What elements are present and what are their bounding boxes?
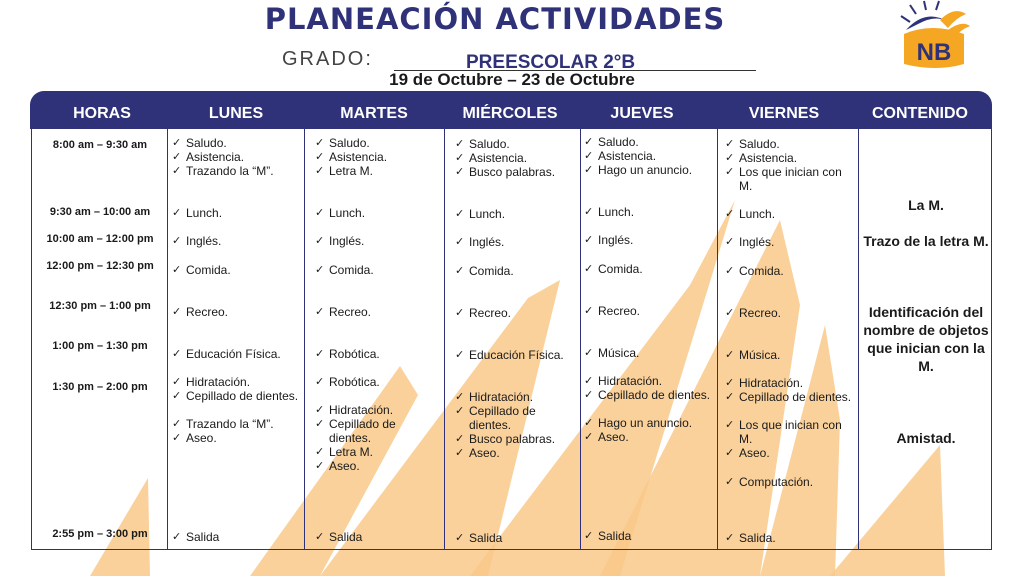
activity-item: ✓ Comida.	[315, 263, 374, 277]
activity-item: ✓ Saludo.	[725, 137, 780, 151]
activity-item: ✓ Aseo.	[315, 459, 360, 473]
activity-item: ✓ Saludo.	[455, 137, 510, 151]
activity-item: ✓ Cepillado de dientes.	[455, 404, 536, 432]
check-icon: ✓	[584, 431, 594, 443]
activity-item: ✓ Asistencia.	[172, 150, 245, 164]
activity-item: ✓ Robótica.	[315, 347, 380, 361]
check-icon: ✓	[725, 377, 735, 389]
activity-item: ✓ Cepillado de dientes.	[172, 389, 299, 403]
check-icon: ✓	[315, 404, 325, 416]
check-icon: ✓	[584, 530, 594, 542]
activity-item: ✓ Asistencia.	[725, 151, 798, 165]
activity-item: ✓ Asistencia.	[584, 149, 657, 163]
check-icon: ✓	[172, 137, 182, 149]
school-logo-icon	[896, 0, 972, 72]
activity-item: ✓ Aseo.	[725, 446, 770, 460]
check-icon: ✓	[455, 349, 465, 361]
activity-item: ✓ Comida.	[725, 264, 784, 278]
check-icon: ✓	[455, 447, 465, 459]
header-horas: HORAS	[73, 105, 131, 122]
column-divider	[444, 128, 445, 550]
activity-item: ✓ Salida	[315, 530, 363, 544]
check-icon: ✓	[584, 136, 594, 148]
column-divider	[717, 128, 718, 550]
check-icon: ✓	[315, 376, 325, 388]
hora-label: 9:30 am – 10:00 am	[49, 206, 151, 218]
activity-item: ✓ Inglés.	[584, 233, 634, 247]
header-miercoles: MIÉRCOLES	[462, 105, 558, 122]
activity-item: ✓ Hago un anuncio.	[584, 163, 693, 177]
check-icon: ✓	[725, 476, 735, 488]
activity-item: ✓ Robótica.	[315, 375, 380, 389]
date-range: 19 de Octubre – 23 de Octubre	[389, 70, 635, 89]
activity-item: ✓ Asistencia.	[315, 150, 388, 164]
check-icon: ✓	[725, 447, 735, 459]
check-icon: ✓	[455, 208, 465, 220]
activity-item: ✓ Busco palabras.	[455, 432, 556, 446]
check-icon: ✓	[725, 419, 735, 431]
hora-label: 10:00 am – 12:00 pm	[46, 233, 154, 245]
check-icon: ✓	[315, 235, 325, 247]
activity-item: ✓ Salida.	[725, 531, 776, 545]
activity-item: ✓ Hidratación.	[725, 376, 804, 390]
activity-item: ✓ Comida.	[172, 263, 231, 277]
activity-item: ✓ Saludo.	[584, 135, 639, 149]
check-icon: ✓	[455, 152, 465, 164]
column-divider	[858, 128, 859, 550]
check-icon: ✓	[172, 418, 182, 430]
check-icon: ✓	[315, 306, 325, 318]
activity-item: ✓ Comida.	[455, 264, 514, 278]
activity-item: ✓ Recreo.	[455, 306, 512, 320]
check-icon: ✓	[455, 433, 465, 445]
activity-item: ✓ Hidratación.	[455, 390, 534, 404]
check-icon: ✓	[584, 234, 594, 246]
activity-item: ✓ Aseo.	[172, 431, 217, 445]
activity-item: ✓ Lunch.	[725, 207, 776, 221]
activity-item: ✓ Recreo.	[315, 305, 372, 319]
check-icon: ✓	[725, 265, 735, 277]
check-icon: ✓	[584, 164, 594, 176]
activity-item: ✓ Educación Física.	[172, 347, 281, 361]
check-icon: ✓	[584, 375, 594, 387]
activity-item: ✓ Comida.	[584, 262, 643, 276]
activity-item: ✓ Letra M.	[315, 445, 374, 459]
contenido-item: Amistad.	[896, 430, 956, 446]
check-icon: ✓	[172, 235, 182, 247]
activity-item: ✓ Recreo.	[172, 305, 229, 319]
activity-item: ✓ Aseo.	[584, 430, 629, 444]
activity-item: ✓ Salida	[584, 529, 632, 543]
activity-item: ✓ Saludo.	[315, 136, 370, 150]
activity-item: ✓ Busco palabras.	[455, 165, 556, 179]
check-icon: ✓	[725, 532, 735, 544]
activity-item: ✓ Lunch.	[584, 205, 635, 219]
check-icon: ✓	[725, 166, 735, 178]
check-icon: ✓	[584, 206, 594, 218]
check-icon: ✓	[172, 151, 182, 163]
check-icon: ✓	[315, 418, 325, 430]
activity-item: ✓ Lunch.	[172, 206, 223, 220]
check-icon: ✓	[725, 138, 735, 150]
activity-item: ✓ Trazando la “M”.	[172, 164, 274, 178]
activity-item: ✓ Inglés.	[455, 235, 505, 249]
activity-item: ✓ Recreo.	[725, 306, 782, 320]
activity-item: ✓ Aseo.	[455, 446, 500, 460]
contenido-item: Identificación del nombre de objetos que inician con la M.	[863, 304, 989, 374]
activity-item: ✓ Hidratación.	[584, 374, 663, 388]
activity-item: ✓ Trazando la “M”.	[172, 417, 274, 431]
activity-item: ✓ Salida	[172, 530, 220, 544]
logo-text: NB	[916, 39, 952, 66]
activity-item: ✓ Inglés.	[315, 234, 365, 248]
check-icon: ✓	[584, 389, 594, 401]
header-martes: MARTES	[340, 105, 408, 122]
check-icon: ✓	[584, 417, 594, 429]
check-icon: ✓	[315, 137, 325, 149]
header-lunes: LUNES	[208, 105, 264, 122]
activity-item: ✓ Lunch.	[315, 206, 366, 220]
activity-item: ✓ Asistencia.	[455, 151, 528, 165]
column-divider	[580, 128, 581, 550]
contenido-item: Trazo de la letra M.	[863, 233, 989, 249]
hora-label: 12:30 pm – 1:00 pm	[49, 300, 151, 312]
check-icon: ✓	[172, 432, 182, 444]
activity-item: ✓ Cepillado de dientes.	[725, 390, 852, 404]
activity-item: ✓ Música.	[584, 346, 640, 360]
check-icon: ✓	[725, 208, 735, 220]
check-icon: ✓	[315, 446, 325, 458]
activity-item: ✓ Música.	[725, 348, 781, 362]
check-icon: ✓	[455, 236, 465, 248]
activity-item: ✓ Computación.	[725, 475, 814, 489]
activity-item: ✓ Los que inician con M.	[725, 165, 842, 193]
check-icon: ✓	[455, 307, 465, 319]
header-contenido: CONTENIDO	[872, 105, 968, 122]
hora-label: 1:00 pm – 1:30 pm	[52, 340, 148, 352]
check-icon: ✓	[455, 405, 465, 417]
check-icon: ✓	[725, 307, 735, 319]
check-icon: ✓	[315, 165, 325, 177]
activity-item: ✓ Salida	[455, 531, 503, 545]
check-icon: ✓	[725, 152, 735, 164]
column-divider	[304, 128, 305, 550]
check-icon: ✓	[725, 349, 735, 361]
check-icon: ✓	[315, 460, 325, 472]
activity-item: ✓ Saludo.	[172, 136, 227, 150]
grado-label: GRADO:	[282, 48, 373, 70]
check-icon: ✓	[455, 138, 465, 150]
check-icon: ✓	[455, 265, 465, 277]
check-icon: ✓	[172, 348, 182, 360]
check-icon: ✓	[172, 376, 182, 388]
activity-item: ✓ Lunch.	[455, 207, 506, 221]
contenido-item: La M.	[908, 197, 944, 213]
activity-item: ✓ Inglés.	[725, 235, 775, 249]
check-icon: ✓	[584, 305, 594, 317]
check-icon: ✓	[315, 264, 325, 276]
check-icon: ✓	[455, 532, 465, 544]
check-icon: ✓	[172, 306, 182, 318]
header-viernes: VIERNES	[748, 105, 820, 122]
column-divider	[167, 128, 168, 550]
hora-label: 2:55 pm – 3:00 pm	[52, 528, 148, 540]
hora-label: 8:00 am – 9:30 am	[52, 139, 148, 151]
page-title: PLANEACIÓN ACTIVIDADES	[264, 2, 726, 36]
check-icon: ✓	[455, 166, 465, 178]
grado-value: PREESCOLAR 2°B	[466, 52, 636, 73]
check-icon: ✓	[584, 263, 594, 275]
check-icon: ✓	[172, 165, 182, 177]
check-icon: ✓	[584, 347, 594, 359]
activity-item: ✓ Cepillado de dientes.	[315, 417, 396, 445]
check-icon: ✓	[315, 348, 325, 360]
activity-item: ✓ Hidratación.	[172, 375, 251, 389]
check-icon: ✓	[455, 391, 465, 403]
check-icon: ✓	[725, 236, 735, 248]
check-icon: ✓	[172, 531, 182, 543]
check-icon: ✓	[315, 151, 325, 163]
check-icon: ✓	[315, 207, 325, 219]
activity-item: ✓ Recreo.	[584, 304, 641, 318]
activity-item: ✓ Hidratación.	[315, 403, 394, 417]
hora-label: 1:30 pm – 2:00 pm	[52, 381, 148, 393]
activity-item: ✓ Cepillado de dientes.	[584, 388, 711, 402]
header-jueves: JUEVES	[610, 105, 674, 122]
activity-item: ✓ Educación Física.	[455, 348, 564, 362]
check-icon: ✓	[315, 531, 325, 543]
check-icon: ✓	[172, 264, 182, 276]
activity-item: ✓ Los que inician con M.	[725, 418, 842, 446]
activity-item: ✓ Hago un anuncio.	[584, 416, 693, 430]
hora-label: 12:00 pm – 12:30 pm	[46, 260, 154, 272]
check-icon: ✓	[725, 391, 735, 403]
check-icon: ✓	[172, 207, 182, 219]
activity-item: ✓ Letra M.	[315, 164, 374, 178]
check-icon: ✓	[584, 150, 594, 162]
check-icon: ✓	[172, 390, 182, 402]
activity-item: ✓ Inglés.	[172, 234, 222, 248]
